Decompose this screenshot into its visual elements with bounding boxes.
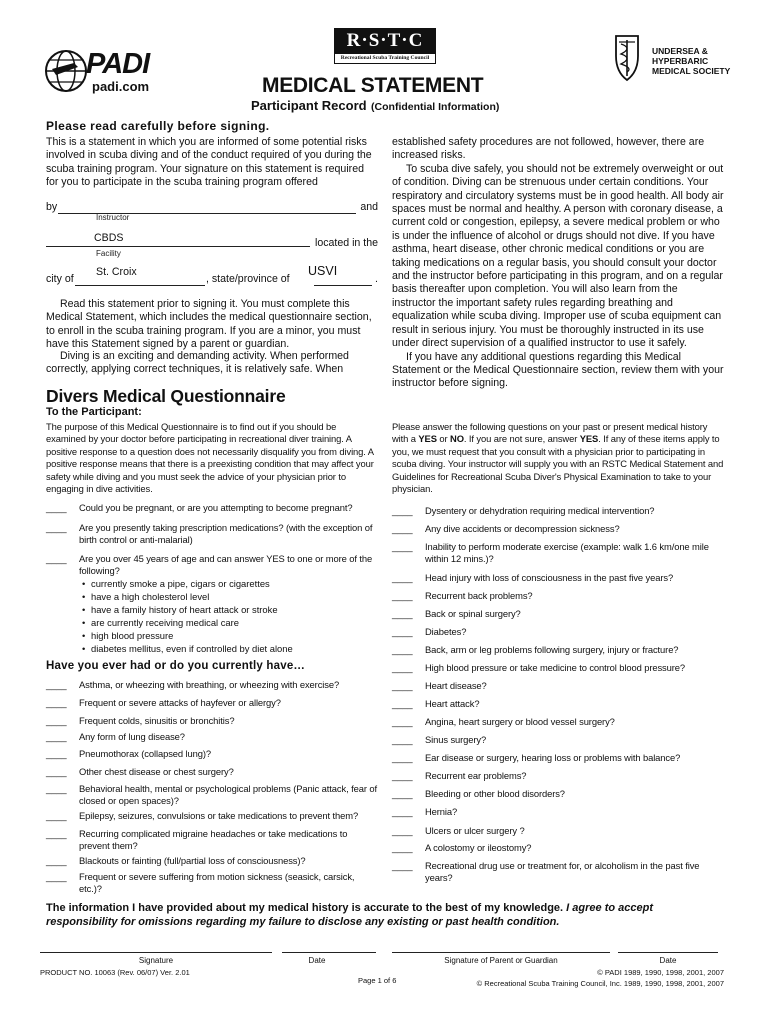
question-text: Any form of lung disease? (79, 731, 185, 742)
question-text: Are you over 45 years of age and can answer YES to one or more of the following? (79, 553, 373, 577)
answer-blank[interactable]: ____ (46, 810, 67, 821)
answer-blank[interactable]: ____ (46, 553, 67, 564)
state-value[interactable]: USVI (308, 264, 338, 278)
list-item: • have a family history of heart attack or stroke (79, 604, 369, 617)
answer-blank[interactable]: ____ (392, 662, 413, 673)
right-paragraph-1: established safety procedures are not followed, however, there are increased risks. (392, 136, 705, 162)
yes-word: YES (418, 433, 437, 445)
question-row (46, 828, 378, 853)
date2-field[interactable] (618, 952, 718, 953)
intro-paragraph-1: This is a statement in which you are informed of some potential risks involved in scuba diving and of the conduct required of you during the scuba training program. Your signature on this statement is required for you to participate in the scuba training program offered (46, 136, 372, 189)
question-row (392, 680, 724, 692)
padi-url: padi.com (92, 79, 150, 94)
question-text: Bleeding or other blood disorders? (425, 788, 565, 799)
question-row (392, 662, 724, 674)
answer-blank[interactable]: ____ (46, 828, 67, 839)
right-intro-part: or (436, 433, 451, 445)
right-intro-part: Please answer the following questions on your past or present medical history with a (392, 421, 708, 445)
answer-blank[interactable]: ____ (392, 752, 413, 763)
intro-paragraph-3: Diving is an exciting and demanding activity. When performed correctly, applying correct techniques, it is relatively safe. When (46, 350, 349, 376)
question-text: A colostomy or ileostomy? (425, 842, 532, 853)
uhms-line3: MEDICAL SOCIETY (652, 66, 731, 76)
question-text: Heart disease? (425, 680, 487, 691)
answer-blank[interactable]: ____ (46, 522, 67, 533)
question-text: Recurring complicated migraine headaches or take medications to prevent them? (79, 828, 348, 852)
question-row (46, 783, 378, 808)
state-label: , state/province of (206, 273, 290, 285)
question-text: Hernia? (425, 806, 458, 817)
question-row (392, 572, 724, 584)
signature-label: Signature (138, 956, 174, 965)
right-questions (392, 0, 724, 1024)
question-row (46, 766, 378, 778)
intro-heading: Please read carefully before signing. (46, 119, 270, 133)
rstc-wordmark: R·S·T·C (346, 30, 424, 51)
answer-blank[interactable]: ____ (392, 825, 413, 836)
question-row (392, 608, 724, 620)
date-field[interactable] (282, 952, 376, 953)
answer-blank[interactable]: ____ (46, 766, 67, 777)
question-row (46, 697, 378, 709)
questionnaire-left-intro: The purpose of this Medical Questionnaire is to find out if you should be examined by your doctor before participating in recreational diver training. A positive response to a question does not necessarily disqualify you from diving. A positive response means that there is a preexisting condition that may affect your safety while diving and you must seek the advice of your physician prior to engaging in dive activities. (46, 421, 374, 495)
question-text: Recurrent back problems? (425, 590, 533, 601)
answer-blank[interactable]: ____ (392, 734, 413, 745)
question-text: Diabetes? (425, 626, 467, 637)
yes-word: YES (579, 433, 599, 445)
facility-caption: Facility (96, 249, 121, 258)
and-label: and (360, 201, 378, 213)
subtitle-paren: (Confidential Information) (371, 101, 500, 113)
answer-blank[interactable]: ____ (392, 644, 413, 655)
question-row (46, 810, 378, 822)
question-text: Frequent colds, sinusitis or bronchitis? (79, 715, 235, 726)
question-text: Heart attack? (425, 698, 480, 709)
question-row (46, 871, 378, 896)
question-text: Frequent or severe suffering from motion sickness (seasick, carsick, etc.)? (79, 871, 355, 895)
question-text: Sinus surgery? (425, 734, 487, 745)
question-row (392, 770, 724, 782)
to-participant: To the Participant: (46, 406, 142, 418)
answer-blank[interactable]: ____ (392, 680, 413, 691)
list-item: • are currently receiving medical care (79, 617, 369, 630)
question-row (46, 679, 378, 691)
instructor-caption: Instructor (96, 213, 130, 222)
question-row (46, 748, 378, 760)
facility-value[interactable]: CBDS (94, 232, 124, 244)
question-text: Ear disease or surgery, hearing loss or problems with balance? (425, 752, 681, 763)
answer-blank[interactable]: ____ (392, 608, 413, 619)
left-questions (46, 0, 378, 1024)
question-text: Blackouts or fainting (full/partial loss of consciousness)? (79, 855, 306, 866)
uhms-line1: UNDERSEA & (652, 46, 708, 56)
answer-blank[interactable]: ____ (392, 626, 413, 637)
copyright-rstc: © Recreational Scuba Training Council, Inc. 1989, 1990, 1998, 2001, 2007 (476, 979, 724, 988)
question-row (46, 502, 378, 514)
page-title: MEDICAL STATEMENT (262, 74, 484, 97)
parent-signature-label: Signature of Parent or Guardian (444, 956, 558, 965)
question-text: Back or spinal surgery? (425, 608, 521, 619)
question-text: Inability to perform moderate exercise (example: walk 1.6 km/one mile within 12 mins.)? (425, 541, 709, 565)
padi-wordmark: PADI (86, 48, 150, 80)
answer-blank[interactable]: ____ (392, 806, 413, 817)
question-text: Any dive accidents or decompression sickness? (425, 523, 620, 534)
question-row (46, 553, 378, 578)
product-number: PRODUCT NO. 10063 (Rev. 06/07) Ver. 2.01 (40, 968, 190, 977)
answer-blank[interactable]: ____ (392, 590, 413, 601)
question-text: Recurrent ear problems? (425, 770, 527, 781)
statement-bold: The information I have provided about my medical history is accurate to the best of my knowledge. (46, 902, 564, 914)
question-text: Dysentery or dehydration requiring medical intervention? (425, 505, 655, 516)
question-text: Frequent or severe attacks of hayfever or allergy? (79, 697, 281, 708)
question-row (392, 752, 724, 764)
question-row (392, 644, 724, 656)
period: . (375, 273, 378, 285)
age-risk-list (79, 578, 369, 655)
right-intro-part: . If any of these items apply to you, we must request that you consult with a physician prior to participating in scuba diving. Your instructor will supply you with an RSTC Medical Statement and Guidelines for Recreational Scuba Diver's Physical Examination to take to your physician. (392, 433, 724, 495)
answer-blank[interactable]: ____ (46, 871, 67, 882)
right-paragraph-2: To scuba dive safely, you should not be extremely overweight or out of condition. Diving can be strenuous under certain conditions. Your respiratory and circulatory systems must be in good health. All body air spaces must be normal and healthy. A person with coronary disease, a current cold or congestion, epilepsy, a severe medical problem or who is under the influence of alcohol or drugs should not dive. If you have asthma, heart disease, other chronic medical conditions or you are taking medications on a regular basis, you should consult your doctor and the instructor before participating in this program, and on a regular basis thereafter upon completion. You will also learn from the instructor the important safety rules regarding breathing and equalization while scuba diving. Improper use of scuba equipment can result in serious injury. You must be thoroughly instructed in its use under direct supervision of a qualified instructor to use it safely. (392, 162, 724, 350)
answer-blank[interactable]: ____ (46, 748, 67, 759)
answer-blank[interactable]: ____ (46, 731, 67, 742)
question-row (46, 855, 378, 867)
list-item: • currently smoke a pipe, cigars or cigarettes (79, 578, 369, 591)
question-row (46, 522, 378, 547)
rstc-full-name: Recreational Scuba Training Council (334, 54, 436, 64)
answer-blank[interactable]: ____ (46, 697, 67, 708)
copyright-padi: © PADI 1989, 1990, 1998, 2001, 2007 (597, 968, 724, 977)
answer-blank[interactable]: ____ (46, 715, 67, 726)
question-text: Other chest disease or chest surgery? (79, 766, 234, 777)
question-row (392, 825, 724, 837)
list-item: • have a high cholesterol level (79, 591, 369, 604)
signature-field[interactable] (40, 952, 272, 953)
question-row (392, 505, 724, 517)
question-text: Pneumothorax (collapsed lung)? (79, 748, 211, 759)
answer-blank[interactable]: ____ (46, 679, 67, 690)
subtitle-main: Participant Record (251, 98, 367, 113)
question-row (392, 860, 724, 885)
answer-blank[interactable]: ____ (392, 541, 413, 552)
statement-italic: I agree to accept responsibility for omissions regarding my failure to disclose any existing or past health condition. (46, 902, 653, 928)
question-row (392, 523, 724, 535)
by-label: by (46, 201, 58, 213)
right-paragraph-3: If you have any additional questions regarding this Medical Statement or the Medical Questionnaire section, review them with your instructor before signing. (392, 350, 724, 390)
question-text: High blood pressure or take medicine to control blood pressure? (425, 662, 685, 673)
answer-blank[interactable]: ____ (392, 523, 413, 534)
date-label: Date (308, 956, 326, 965)
city-value[interactable]: St. Croix (96, 266, 137, 278)
question-row (392, 788, 724, 800)
question-row (392, 698, 724, 710)
question-text: Could you be pregnant, or are you attempting to become pregnant? (79, 502, 353, 513)
question-row (392, 842, 724, 854)
located-label: located in the (314, 237, 378, 249)
list-item: • high blood pressure (79, 630, 369, 643)
have-heading: Have you ever had or do you currently have… (46, 660, 306, 672)
answer-blank[interactable]: ____ (392, 770, 413, 781)
answer-blank[interactable]: ____ (392, 842, 413, 853)
question-row (392, 626, 724, 638)
question-text: Asthma, or wheezing with breathing, or wheezing with exercise? (79, 679, 340, 690)
uhms-line2: HYPERBARIC (652, 56, 709, 66)
questionnaire-heading: Divers Medical Questionnaire (46, 386, 286, 406)
city-label: city of (46, 273, 74, 285)
question-text: Ulcers or ulcer surgery ? (425, 825, 525, 836)
answer-blank[interactable]: ____ (392, 716, 413, 727)
question-text: Recreational drug use or treatment for, or alcoholism in the past five years? (425, 860, 700, 884)
question-row (392, 590, 724, 602)
accuracy-statement (46, 902, 726, 929)
question-row (392, 541, 724, 566)
question-row (392, 716, 724, 728)
question-row (46, 731, 378, 743)
answer-blank[interactable]: ____ (46, 855, 67, 866)
answer-blank[interactable]: ____ (392, 788, 413, 799)
question-row (46, 715, 378, 727)
answer-blank[interactable]: ____ (392, 505, 413, 516)
question-row (392, 806, 724, 818)
right-intro-part: . If you are not sure, answer (463, 433, 580, 445)
question-text: Angina, heart surgery or blood vessel surgery? (425, 716, 615, 727)
question-text: Head injury with loss of consciousness in the past five years? (425, 572, 674, 583)
question-text: Epilepsy, seizures, convulsions or take medications to prevent them? (79, 810, 359, 821)
list-item: • diabetes mellitus, even if controlled by diet alone (79, 643, 369, 656)
no-word: NO (450, 433, 464, 445)
answer-blank[interactable]: ____ (392, 572, 413, 583)
answer-blank[interactable]: ____ (46, 783, 67, 794)
question-text: Are you presently taking prescription medications? (with the exception of birth control or anti-malarial) (79, 522, 373, 546)
page-number: Page 1 of 6 (358, 976, 397, 985)
question-text: Behavioral health, mental or psychological problems (Panic attack, fear of closed or open spaces)? (79, 783, 377, 807)
answer-blank[interactable]: ____ (392, 698, 413, 709)
parent-signature-field[interactable] (392, 952, 610, 953)
question-text: Back, arm or leg problems following surgery, injury or fracture? (425, 644, 679, 655)
answer-blank[interactable]: ____ (46, 502, 67, 513)
answer-blank[interactable]: ____ (392, 860, 413, 871)
intro-paragraph-2: Read this statement prior to signing it. You must complete this Medical Statement, which includes the medical questionnaire section, to enroll in the scuba training program. If you are a minor, you must have this Statement signed by a parent or guardian. (46, 298, 372, 351)
date2-label: Date (659, 956, 677, 965)
question-row (392, 734, 724, 746)
